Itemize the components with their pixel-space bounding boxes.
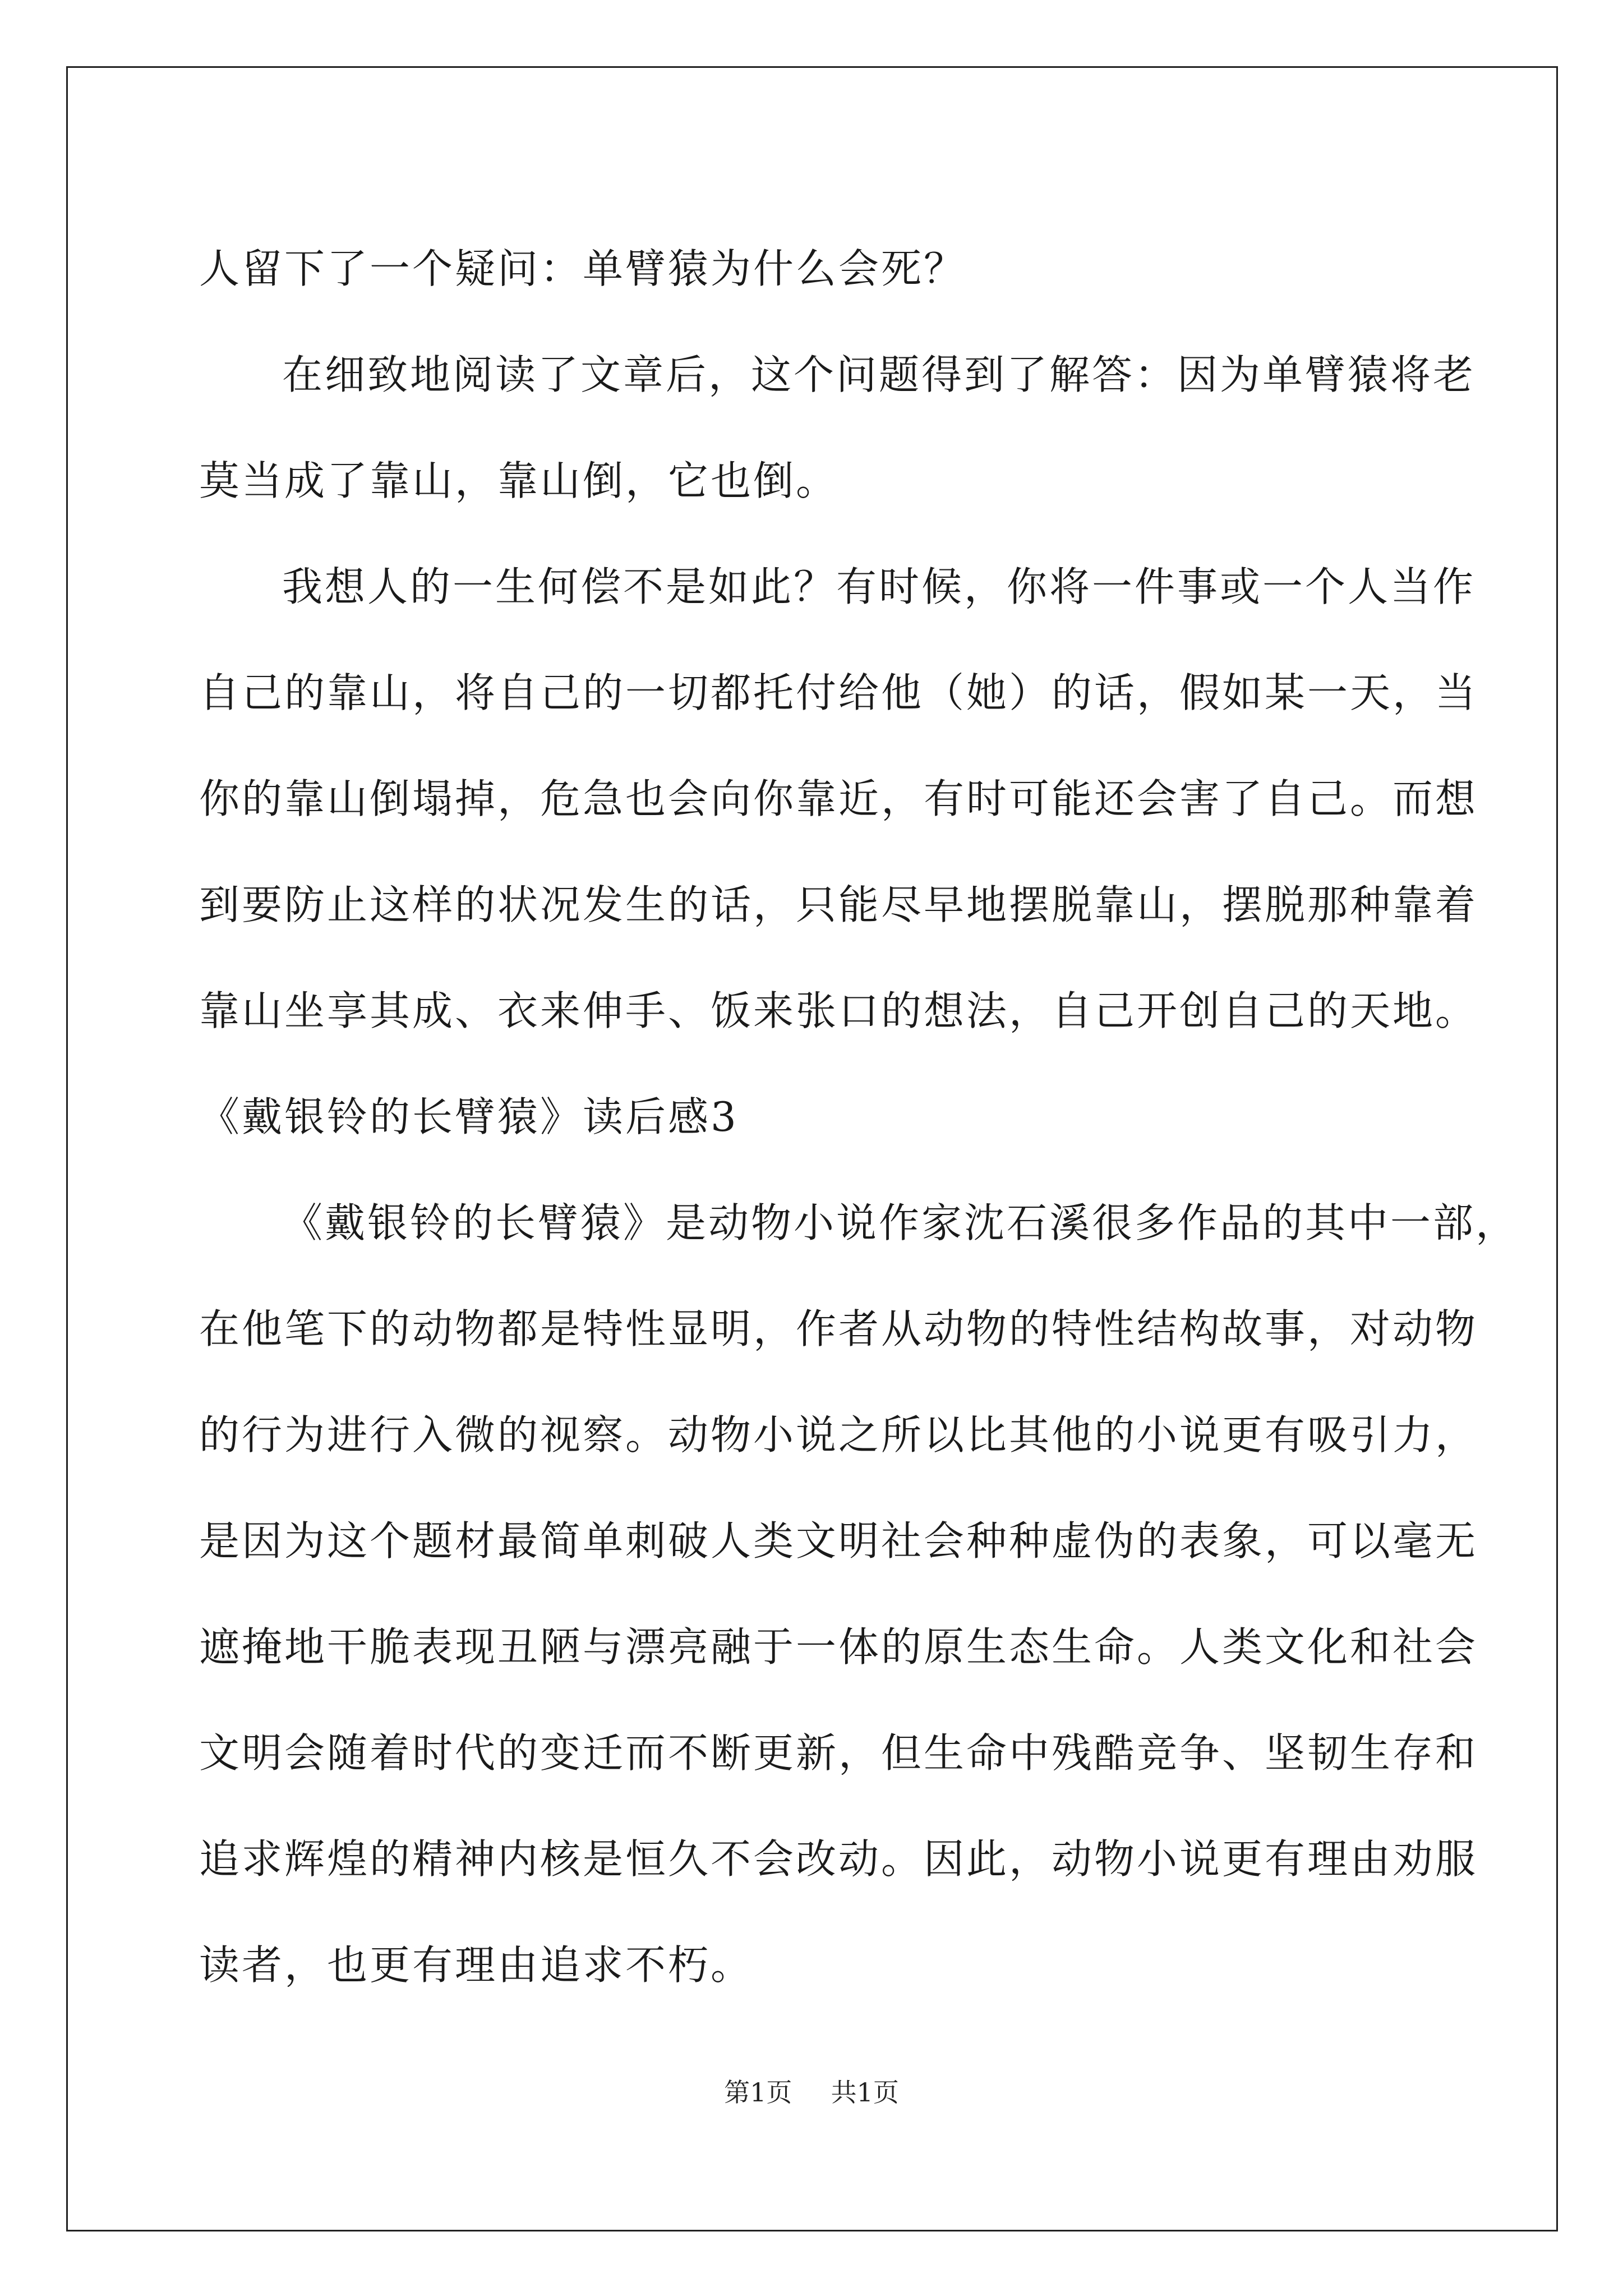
- text-line: 《戴银铃的长臂猿》是动物小说作家沈石溪很多作品的其中一部，: [282, 1199, 1519, 1246]
- page-number: 第1页: [724, 2077, 792, 2108]
- text-line: 读者，也更有理由追求不朽。: [199, 1941, 754, 1989]
- text-line: 莫当成了靠山，靠山倒，它也倒。: [199, 457, 839, 504]
- page-count: 共1页: [831, 2077, 899, 2108]
- section-heading: 《戴银铃的长臂猿》读后感3: [199, 1093, 739, 1140]
- text-line: 的行为进行入微的视察。动物小说之所以比其他的小说更有吸引力，: [199, 1411, 1478, 1458]
- text-line: 靠山坐享其成、衣来伸手、饭来张口的想法，自己开创自己的天地。: [199, 987, 1478, 1034]
- page-footer: [0, 2076, 1623, 2109]
- text-line: 自己的靠山，将自己的一切都托付给他（她）的话，假如某一天，当: [199, 669, 1478, 716]
- text-line: 到要防止这样的状况发生的话，只能尽早地摆脱靠山，摆脱那种靠着: [199, 881, 1478, 928]
- text-line: 遮掩地干脆表现丑陋与漂亮融于一体的原生态生命。人类文化和社会: [199, 1623, 1478, 1671]
- text-line: 在他笔下的动物都是特性显明，作者从动物的特性结构故事，对动物: [199, 1305, 1478, 1352]
- text-line: 你的靠山倒塌掉，危急也会向你靠近，有时可能还会害了自己。而想: [199, 775, 1478, 822]
- text-line: 是因为这个题材最简单刺破人类文明社会种种虚伪的表象，可以毫无: [199, 1517, 1478, 1565]
- text-line: 文明会随着时代的变迁而不断更新，但生命中残酷竞争、坚韧生存和: [199, 1729, 1478, 1777]
- text-line: 在细致地阅读了文章后，这个问题得到了解答：因为单臂猿将老: [282, 351, 1476, 398]
- text-line: 追求辉煌的精神内核是恒久不会改动。因此，动物小说更有理由劝服: [199, 1835, 1478, 1883]
- text-line: 人留下了一个疑问：单臂猿为什么会死？: [199, 245, 967, 292]
- document-body: [199, 216, 1519, 2018]
- text-line: 我想人的一生何偿不是如此？有时候，你将一件事或一个人当作: [282, 563, 1476, 610]
